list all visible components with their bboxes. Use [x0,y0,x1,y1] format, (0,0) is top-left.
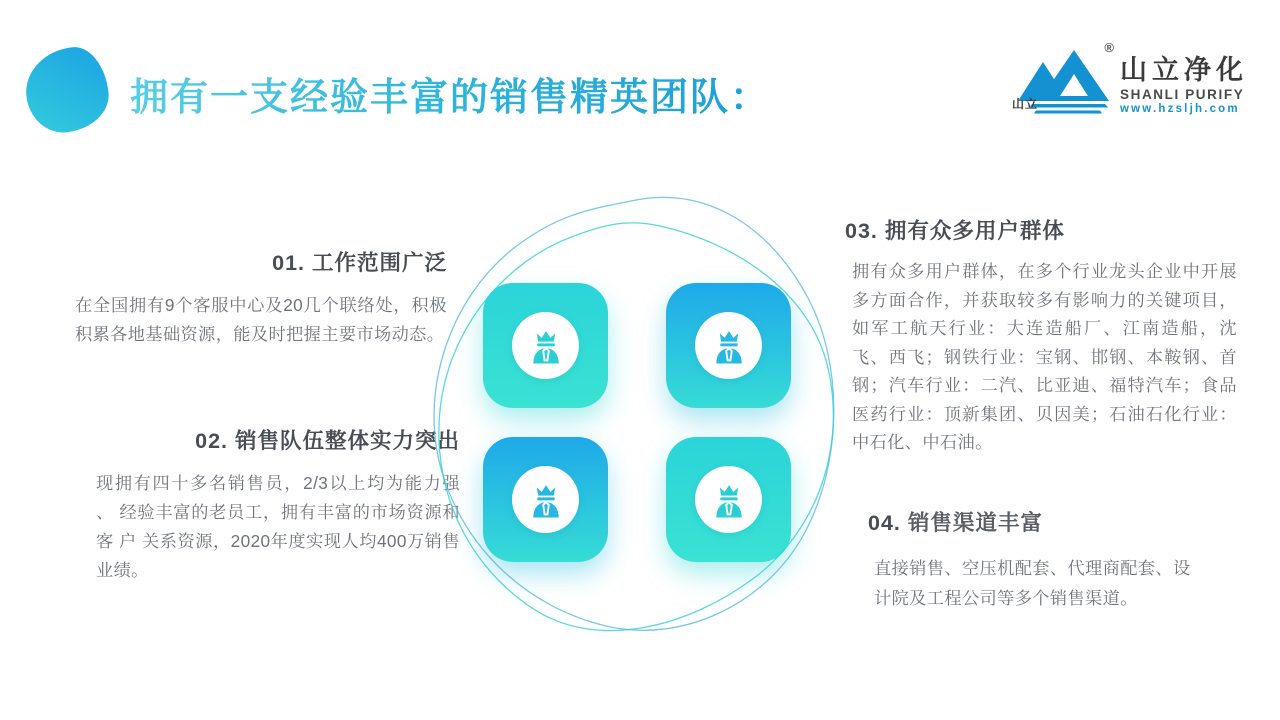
section-04-body: 直接销售、空压机配套、代理商配套、设计院及工程公司等多个销售渠道。 [874,558,1191,608]
corner-blob-decoration [22,44,112,136]
section-04-title: 销售渠道丰富 [900,511,1043,535]
icon-tile-bottom-left [483,437,608,562]
logo-name-cn: 山立净化 [1120,55,1248,85]
section-01-body: 在全国拥有9个客服中心及20几个联络处，积极积累各地基础资源，能及时把握主要市场动态。 [75,295,447,344]
logo-text-block [1120,42,1248,115]
section-01-heading [75,246,447,277]
icon-tile-top-right [666,283,791,408]
section-02-title: 销售队伍整体实力突出 [228,429,460,453]
section-03-number: 03. [845,219,878,243]
page-title: 拥有一支经验丰富的销售精英团队： [130,66,770,121]
logo-mark-label: 山立 [1012,97,1039,111]
section-02-team-strength [88,424,460,585]
section-03-user-groups [845,214,1237,457]
section-03-heading [845,214,1237,245]
section-01-number: 01. [272,251,306,275]
section-02-body: 现拥有四十多名销售员，2/3以上均为能力强 、 经验丰富的老员工，拥有丰富的市场资源和客 户 关系资源，2020年度实现人均400万销售业绩。 [96,473,460,580]
logo-name-en: SHANLI PURIFY [1120,86,1245,102]
section-03-body: 拥有众多用户群体，在多个行业龙头企业中开展多方面合作，并获取较多有影响力的关键项目，如军工航天行业：大连造船厂、江南造船，沈飞、西飞；钢铁行业：宝钢、邯钢、本鞍钢、首钢；汽车行业：二汽、比亚迪、福特汽车；食品医药行业：顶新集团、贝因美；石油石化行业：中石化、中石油。 [852,261,1237,452]
icon-tile-bottom-right [666,437,791,562]
blob-outline-decoration [410,178,880,653]
section-03-title: 拥有众多用户群体 [877,219,1065,243]
logo-website: www.hzsljh.com [1120,102,1240,115]
company-logo [1012,42,1248,118]
crown-person-icon [695,312,762,379]
mountain-logo-icon [1012,42,1112,118]
section-02-heading [88,424,460,455]
section-01-work-scope [75,246,447,349]
crown-person-icon [512,312,579,379]
section-02-number: 02. [195,429,229,453]
section-04-number: 04. [868,511,901,535]
crown-person-icon [512,466,579,533]
section-04-sales-channels [868,506,1208,613]
icon-tile-top-left [483,283,608,408]
section-04-heading [868,506,1208,537]
registered-mark: ® [1104,40,1114,55]
section-01-title: 工作范围广泛 [305,251,447,275]
crown-person-icon [695,466,762,533]
